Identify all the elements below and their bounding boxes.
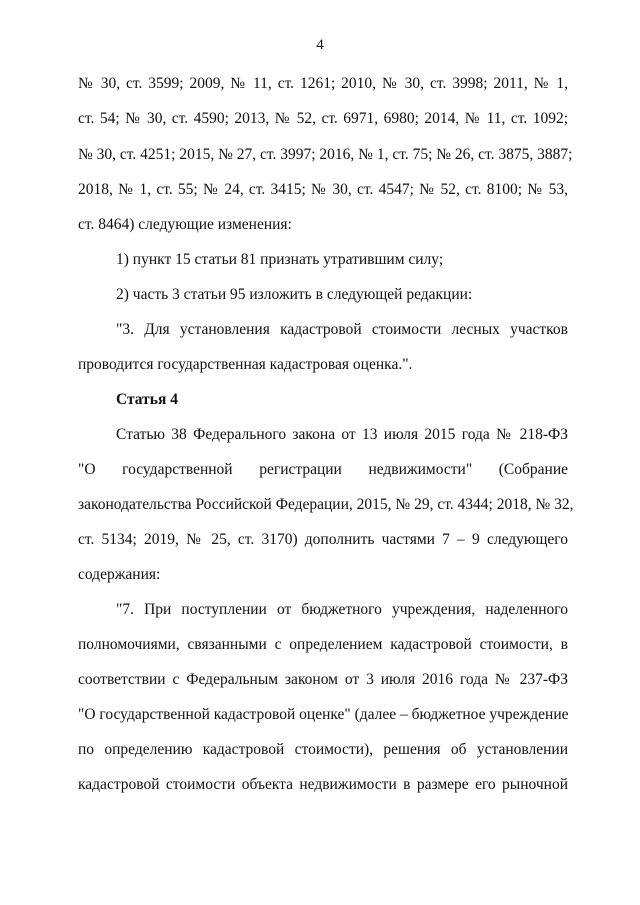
text-line: полномочиями, связанными с определением кадастровой стоимости, в	[78, 636, 568, 653]
text-line: ст. 5134; 2019, № 25, ст. 3170) дополнить частями 7 – 9 следующего	[78, 531, 568, 548]
list-item-1: 1) пункт 15 статьи 81 признать утратившим силу;	[116, 251, 444, 268]
page-number: 4	[316, 37, 324, 53]
article-heading: Статья 4	[116, 391, 178, 408]
text-line: № 30, ст. 4251; 2015, № 27, ст. 3997; 2016, № 1, ст. 75; № 26, ст. 3875, 3887;	[78, 146, 573, 163]
text-line: "О государственной регистрации недвижимости" (Собрание	[78, 461, 568, 478]
list-item-2: 2) часть 3 статьи 95 изложить в следующей редакции:	[116, 286, 473, 303]
text-line: "О государственной кадастровой оценке" (далее – бюджетное учреждение	[78, 706, 569, 723]
text-line: 2018, № 1, ст. 55; № 24, ст. 3415; № 30, ст. 4547; № 52, ст. 8100; № 53,	[78, 181, 568, 198]
text-line: соответствии с Федеральным законом от 3 июля 2016 года № 237-ФЗ	[78, 671, 568, 688]
text-line: содержания:	[78, 566, 161, 583]
text-line: законодательства Российской Федерации, 2015, № 29, ст. 4344; 2018, № 32,	[78, 496, 574, 513]
quote-line: "3. Для установления кадастровой стоимости лесных участков	[116, 321, 568, 338]
text-line: № 30, ст. 3599; 2009, № 11, ст. 1261; 2010, № 30, ст. 3998; 2011, № 1,	[78, 75, 568, 92]
text-line: ст. 54; № 30, ст. 4590; 2013, № 52, ст. 6971, 6980; 2014, № 11, ст. 1092;	[78, 110, 568, 127]
text-line: "7. При поступлении от бюджетного учреждения, наделенного	[116, 601, 568, 618]
text-line: кадастровой стоимости объекта недвижимости в размере его рыночной	[78, 776, 568, 793]
text-line: по определению кадастровой стоимости), решения об установлении	[78, 741, 568, 758]
text-line: Статью 38 Федерального закона от 13 июля 2015 года № 218-ФЗ	[116, 426, 568, 443]
quote-line: проводится государственная кадастровая оценка.".	[78, 356, 413, 373]
text-line: ст. 8464) следующие изменения:	[78, 216, 292, 233]
